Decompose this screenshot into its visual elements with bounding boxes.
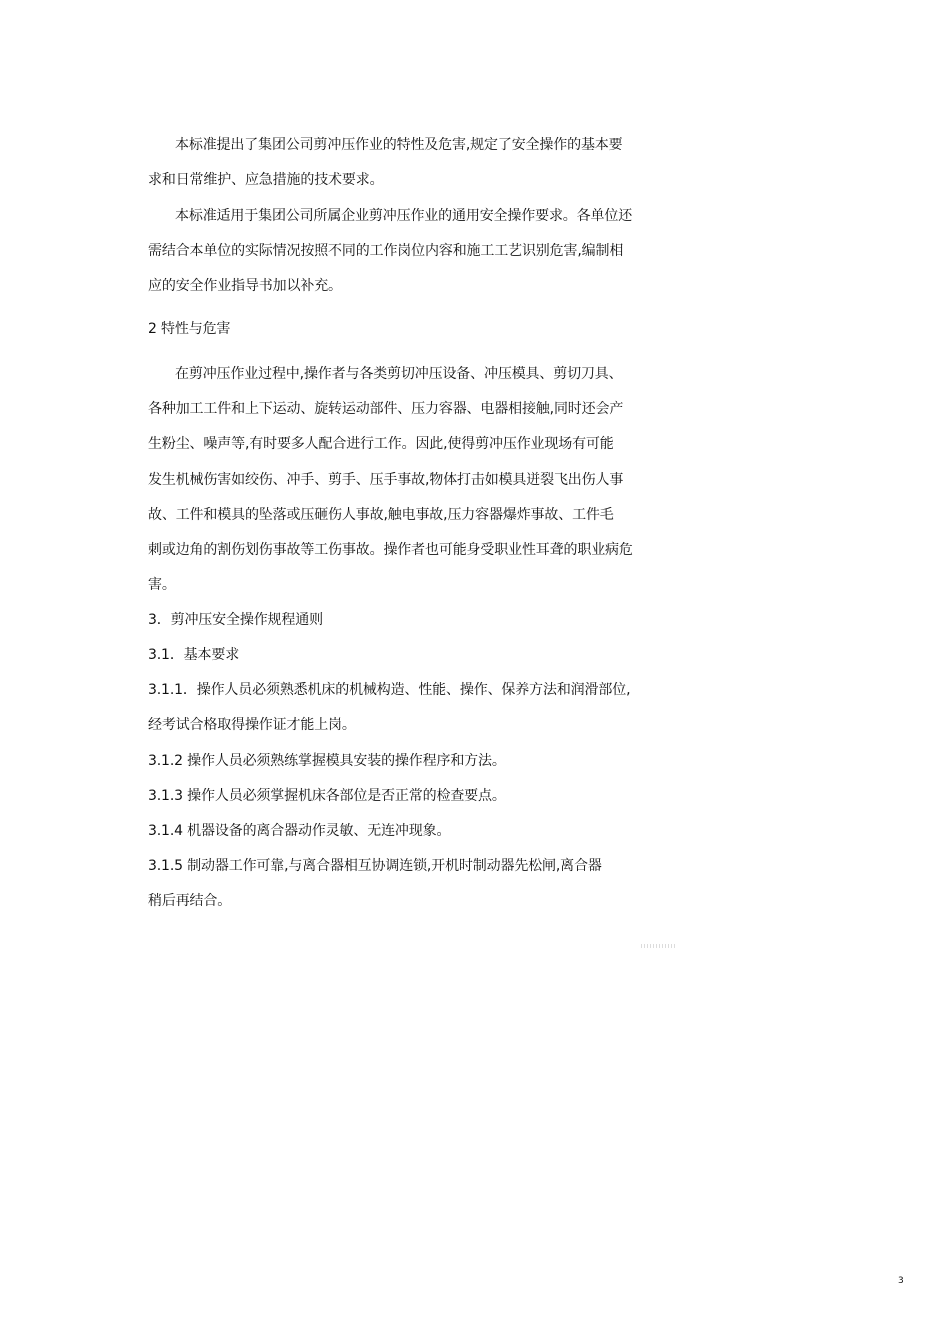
- requirement-3-1-1-line-2: 经考试合格取得操作证才能上岗。: [148, 717, 356, 733]
- hazard-paragraph-line-7: 害。: [148, 577, 176, 593]
- hazard-paragraph-line-4: 发生机械伤害如绞伤、冲手、剪手、压手事故,物体打击如模具迸裂飞出伤人事: [148, 472, 624, 488]
- hazard-paragraph-line-3: 生粉尘、噪声等,有时要多人配合进行工作。因此,使得剪冲压作业现场有可能: [148, 436, 614, 452]
- page-number: 3: [898, 1276, 904, 1286]
- requirement-3-1-5-line-2: 稍后再结合。: [148, 893, 232, 909]
- hazard-paragraph-line-1: 在剪冲压作业过程中,操作者与各类剪切冲压设备、冲压模具、剪切刀具、: [175, 366, 623, 382]
- section-heading-basic-requirements: 3.1．基本要求: [148, 647, 240, 663]
- requirement-3-1-3: 3.1.3 操作人员必须掌握机床各部位是否正常的检查要点。: [148, 788, 506, 804]
- scope-paragraph-line-1: 本标准适用于集团公司所属企业剪冲压作业的通用安全操作要求。各单位还: [175, 208, 633, 224]
- requirement-3-1-4: 3.1.4 机器设备的离合器动作灵敏、无连冲现象。: [148, 823, 451, 839]
- faint-dotted-mark: [641, 944, 675, 948]
- scope-paragraph-line-2: 需结合本单位的实际情况按照不同的工作岗位内容和施工工艺识别危害,编制相: [148, 243, 624, 259]
- intro-paragraph-line-1: 本标准提出了集团公司剪冲压作业的特性及危害,规定了安全操作的基本要: [175, 137, 623, 153]
- requirement-3-1-2: 3.1.2 操作人员必须熟练掌握模具安装的操作程序和方法。: [148, 753, 506, 769]
- requirement-3-1-1-line-1: 3.1.1．操作人员必须熟悉机床的机械构造、性能、操作、保养方法和润滑部位,: [148, 682, 631, 698]
- scope-paragraph-line-3: 应的安全作业指导书加以补充。: [148, 278, 342, 294]
- hazard-paragraph-line-5: 故、工件和模具的坠落或压砸伤人事故,触电事故,压力容器爆炸事故、工件毛: [148, 507, 614, 523]
- intro-paragraph-line-2: 求和日常维护、应急措施的技术要求。: [148, 172, 384, 188]
- hazard-paragraph-line-2: 各种加工工件和上下运动、旋转运动部件、压力容器、电器相接触,同时还会产: [148, 401, 624, 417]
- hazard-paragraph-line-6: 刺或边角的割伤划伤事故等工伤事故。操作者也可能身受职业性耳聋的职业病危: [148, 542, 633, 558]
- requirement-3-1-5-line-1: 3.1.5 制动器工作可靠,与离合器相互协调连锁,开机时制动器先松闸,离合器: [148, 858, 602, 874]
- section-heading-general-rules: 3．剪冲压安全操作规程通则: [148, 612, 323, 628]
- section-heading-characteristics-hazards: 2 特性与危害: [148, 321, 231, 337]
